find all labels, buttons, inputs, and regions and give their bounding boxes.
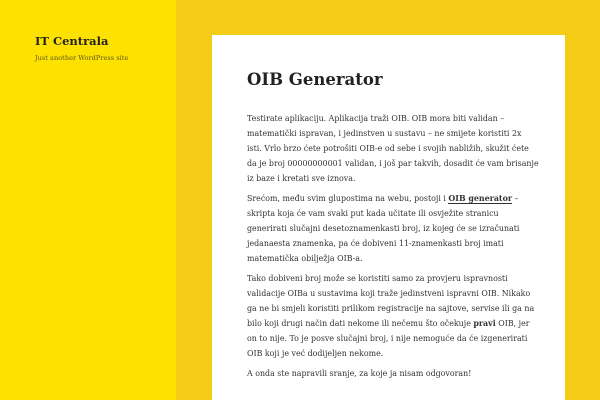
paragraph-line: da je broj 00000000001 validan, i još par takvih, dosadit će vam brisanje — [247, 159, 539, 168]
paragraph-line: on to nije. To je posve slučajni broj, i nije nemoguće da će izgenerirati — [247, 334, 528, 343]
page-title: OIB Generator — [247, 70, 383, 89]
paragraph-line: iz baze i kretati sve iznova. — [247, 174, 356, 183]
oib-generator-link[interactable]: OIB generator — [448, 194, 513, 203]
site-description: Just another WordPress site — [35, 54, 129, 62]
paragraph-line: Testirate aplikaciju. Aplikacija traži OIB. OIB mora biti validan – — [247, 114, 505, 123]
paragraph-line: matematički ispravan, i jedinstven u sustavu – ne smijete koristiti 2x — [247, 129, 522, 138]
text-segment: – — [512, 194, 519, 203]
text-segment: bilo koji drugi način dati nekome ili nečemu što očekuje — [247, 319, 474, 328]
paragraph-line: Tako dobiveni broj može se koristiti samo za provjeru ispravnosti — [247, 274, 508, 283]
paragraph-line: validacije OIBa u sustavima koji traže jedinstveni ispravni OIB. Nikako — [247, 289, 531, 298]
paragraph-line: ga ne bi smjeli koristiti prilikom registracije na sajtove, servise ili ga na — [247, 304, 535, 313]
paragraph-1 — [247, 111, 537, 186]
paragraph-line: OIB koji je već dodijeljen nekome. — [247, 349, 384, 358]
text-segment: Srećom, među svim glupostima na webu, postoji i — [247, 194, 449, 203]
site-title[interactable]: IT Centrala — [35, 34, 109, 48]
paragraph-2 — [247, 191, 537, 266]
emphasis-word: pravi — [473, 319, 496, 328]
paragraph-line — [247, 316, 537, 331]
paragraph-line: jedanaesta znamenka, pa će dobiveni 11-znamenkasti broj imati — [247, 239, 504, 248]
sidebar — [0, 0, 176, 400]
article-content — [212, 35, 565, 400]
paragraph-line — [247, 191, 537, 206]
paragraph-line: isti. Vrlo brzo ćete potrošiti OIB-e od sebe i svojih nabližih, skužit ćete — [247, 144, 529, 153]
paragraph-4 — [247, 366, 537, 381]
paragraph-3 — [247, 271, 537, 361]
paragraph-line: generirati slučajni desetoznamenkasti broj, iz kojeg će se izračunati — [247, 224, 520, 233]
text-segment: OIB, jer — [495, 319, 530, 328]
paragraph-line: skripta koja će vam svaki put kada učitate ili osvježite stranicu — [247, 209, 499, 218]
paragraph-line: matematička obilježja OIB-a. — [247, 254, 363, 263]
paragraph-line: A onda ste napravili sranje, za koje ja nisam odgovoran! — [247, 369, 472, 378]
